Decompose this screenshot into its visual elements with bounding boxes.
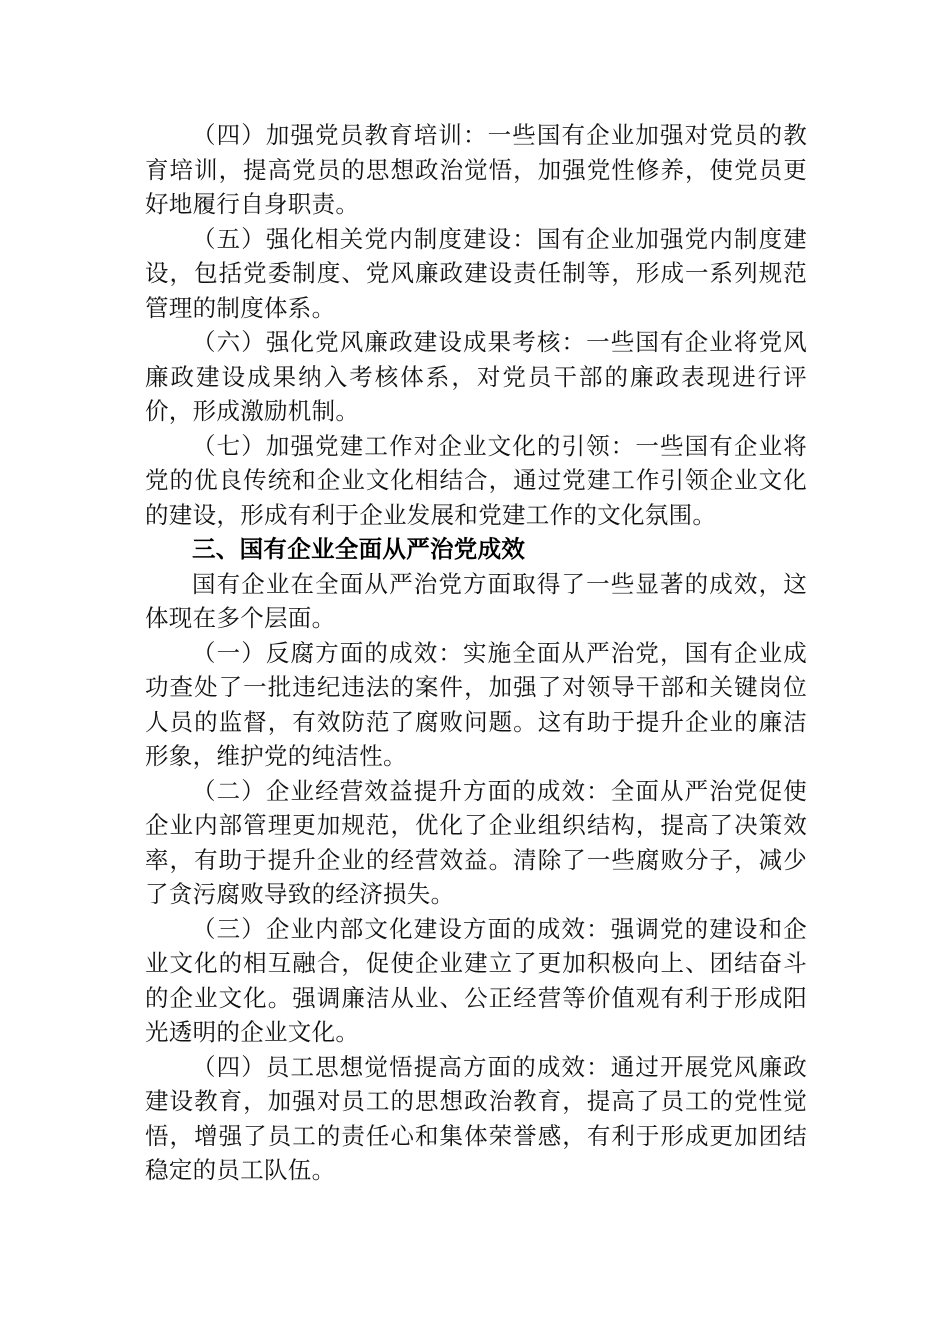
paragraph-section-intro: 国有企业在全面从严治党方面取得了一些显著的成效，这体现在多个层面。: [145, 569, 807, 632]
paragraph-corporate-culture-guidance: （七）加强党建工作对企业文化的引领：一些国有企业将党的优良传统和企业文化相结合，通过党建工作引领企业文化的建设，形成有利于企业发展和党建工作的文化氛围。: [145, 431, 807, 529]
paragraph-strengthen-party-member-training: （四）加强党员教育培训：一些国有企业加强对党员的教育培训，提高党员的思想政治觉悟，加强党性修养，使党员更好地履行自身职责。: [145, 121, 807, 218]
paragraph-employee-awareness-results: （四）员工思想觉悟提高方面的成效：通过开展党风廉政建设教育，加强对员工的思想政治教育，提高了员工的党性觉悟，增强了员工的责任心和集体荣誉感，有利于形成更加团结稳定的员工队伍。: [145, 1052, 807, 1184]
paragraph-integrity-assessment: （六）强化党风廉政建设成果考核：一些国有企业将党风廉政建设成果纳入考核体系，对党员干部的廉政表现进行评价，形成激励机制。: [145, 328, 807, 425]
paragraph-anti-corruption-results: （一）反腐方面的成效：实施全面从严治党，国有企业成功查处了一批违纪违法的案件，加强了对领导干部和关键岗位人员的监督，有效防范了腐败问题。这有助于提升企业的廉洁形象，维护党的纯洁性。: [145, 638, 807, 770]
section-heading: 三、国有企业全面从严治党成效: [192, 535, 526, 563]
paragraph-internal-culture-results: （三）企业内部文化建设方面的成效：强调党的建设和企业文化的相互融合，促使企业建立了更加积极向上、团结奋斗的企业文化。强调廉洁从业、公正经营等价值观有利于形成阳光透明的企业文化。: [145, 914, 807, 1046]
document-page: [145, 118, 807, 1188]
paragraph-party-system-building: （五）强化相关党内制度建设：国有企业加强党内制度建设，包括党委制度、党风廉政建设责任制等，形成一系列规范管理的制度体系。: [145, 224, 807, 322]
paragraph-business-efficiency-results: （二）企业经营效益提升方面的成效：全面从严治党促使企业内部管理更加规范，优化了企业组织结构，提高了决策效率，有助于提升企业的经营效益。清除了一些腐败分子，减少了贪污腐败导致的经济损失。: [145, 776, 807, 908]
